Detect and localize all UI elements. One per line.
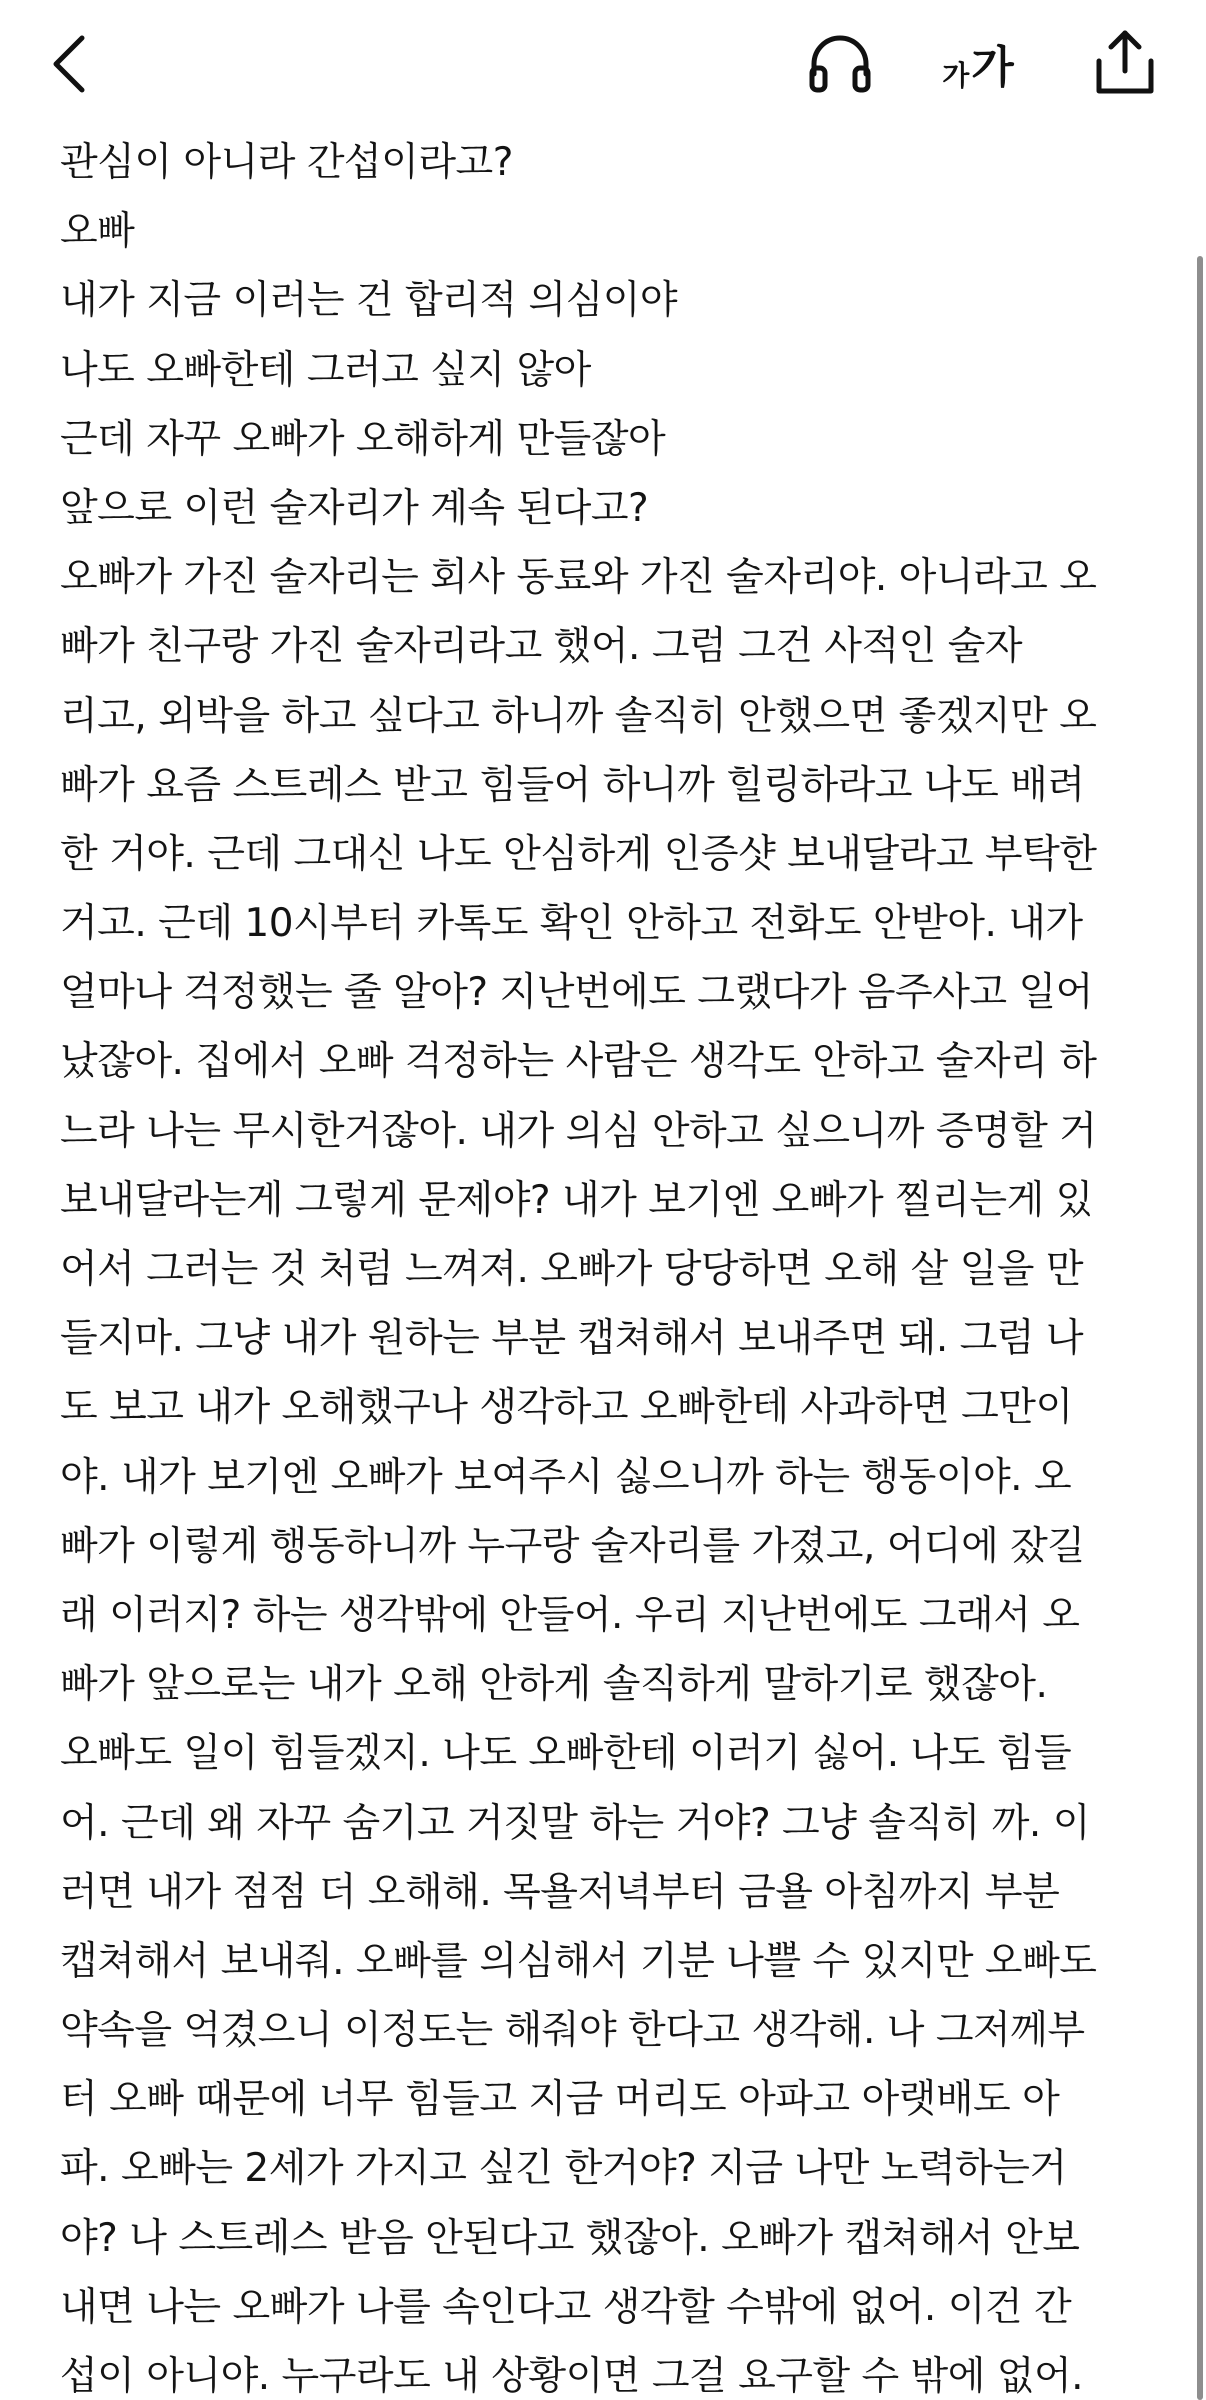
text-line: 내가 지금 이러는 건 합리적 의심이야 bbox=[60, 278, 678, 324]
text-line: 났잖아. 집에서 오빠 걱정하는 사람은 생각도 안하고 술자리 하 bbox=[60, 1039, 1097, 1085]
text-line: 빠가 앞으로는 내가 오해 안하게 솔직하게 말하기로 했잖아. bbox=[60, 1662, 1048, 1708]
font-size-button[interactable] bbox=[928, 28, 1028, 108]
text-line: 한 거야. 근데 그대신 나도 안심하게 인증샷 보내달라고 부탁한 bbox=[60, 831, 1097, 877]
text-line: 터 오빠 때문에 너무 힘들고 지금 머리도 아파고 아랫배도 아 bbox=[60, 2077, 1060, 2123]
font-size-small-glyph: 가 bbox=[942, 59, 970, 92]
text-line: 러면 내가 점점 더 오해해. 목욜저녁부터 금욜 아침까지 부분 bbox=[60, 1869, 1060, 1915]
headphones-icon bbox=[808, 34, 872, 94]
text-line: 오빠 bbox=[60, 209, 135, 255]
text-line: 리고, 외박을 하고 싶다고 하니까 솔직히 안했으면 좋겠지만 오 bbox=[60, 693, 1097, 739]
text-line: 근데 자꾸 오빠가 오해하게 만들잖아 bbox=[60, 416, 666, 462]
text-line: 오빠도 일이 힘들겠지. 나도 오빠한테 이러기 싫어. 나도 힘들 bbox=[60, 1731, 1072, 1777]
font-size-icon bbox=[942, 42, 1014, 93]
text-line: 들지마. 그냥 내가 원하는 부분 캡쳐해서 보내주면 돼. 그럼 나 bbox=[60, 1316, 1084, 1362]
text-line: 앞으로 이런 술자리가 계속 된다고? bbox=[60, 485, 649, 531]
text-line: 도 보고 내가 오해했구나 생각하고 오빠한테 사과하면 그만이 bbox=[60, 1385, 1073, 1431]
text-line: 래 이러지? 하는 생각밖에 안들어. 우리 지난번에도 그래서 오 bbox=[60, 1592, 1080, 1638]
scrollbar-thumb[interactable] bbox=[1197, 256, 1203, 2400]
text-line: 야? 나 스트레스 받음 안된다고 했잖아. 오빠가 캡쳐해서 안보 bbox=[60, 2215, 1080, 2261]
message-text bbox=[60, 128, 1150, 2400]
text-line: 빠가 이렇게 행동하니까 누구랑 술자리를 가졌고, 어디에 잤길 bbox=[60, 1523, 1085, 1569]
font-size-large-glyph: 가 bbox=[971, 42, 1014, 93]
text-line: 관심이 아니라 간섭이라고? bbox=[60, 140, 513, 185]
text-line: 파. 오빠는 2세가 가지고 싶긴 한거야? 지금 나만 노력하는거 bbox=[60, 2146, 1067, 2192]
text-line: 섭이 아니야. 누구라도 내 상황이면 그걸 요구할 수 밖에 없어. bbox=[60, 2354, 1084, 2399]
share-upload-icon bbox=[1093, 29, 1157, 95]
text-line: 느라 나는 무시한거잖아. 내가 의심 안하고 싶으니까 증명할 거 bbox=[60, 1108, 1097, 1154]
text-line: 얼마나 걱정했는 줄 알아? 지난번에도 그랬다가 음주사고 일어 bbox=[60, 970, 1093, 1016]
back-button[interactable] bbox=[30, 24, 110, 104]
text-line: 나도 오빠한테 그러고 싶지 않아 bbox=[60, 347, 591, 393]
text-line: 거고. 근데 10시부터 카톡도 확인 안하고 전화도 안받아. 내가 bbox=[60, 901, 1083, 947]
text-line: 캡쳐해서 보내줘. 오빠를 의심해서 기분 나쁠 수 있지만 오빠도 bbox=[60, 1938, 1097, 1984]
listen-button[interactable] bbox=[800, 24, 880, 104]
text-line: 오빠가 가진 술자리는 회사 동료와 가진 술자리야. 아니라고 오 bbox=[60, 555, 1097, 601]
chevron-left-icon bbox=[50, 34, 90, 94]
scrollbar[interactable] bbox=[1194, 256, 1206, 2400]
text-line: 빠가 친구랑 가진 술자리라고 했어. 그럼 그건 사적인 술자 bbox=[60, 624, 1023, 670]
share-button[interactable] bbox=[1085, 22, 1165, 102]
text-line: 보내달라는게 그렇게 문제야? 내가 보기엔 오빠가 찔리는게 있 bbox=[60, 1177, 1093, 1223]
text-line: 약속을 억겼으니 이정도는 해줘야 한다고 생각해. 나 그저께부 bbox=[60, 2008, 1085, 2054]
text-line: 어. 근데 왜 자꾸 숨기고 거짓말 하는 거야? 그냥 솔직히 까. 이 bbox=[60, 1800, 1090, 1846]
text-line: 야. 내가 보기엔 오빠가 보여주시 싫으니까 하는 행동이야. 오 bbox=[60, 1454, 1072, 1500]
top-toolbar bbox=[0, 0, 1206, 128]
text-line: 빠가 요즘 스트레스 받고 힘들어 하니까 힐링하라고 나도 배려 bbox=[60, 762, 1085, 808]
text-line: 어서 그러는 것 처럼 느껴져. 오빠가 당당하면 오해 살 일을 만 bbox=[60, 1247, 1084, 1292]
text-line: 내면 나는 오빠가 나를 속인다고 생각할 수밖에 없어. 이건 간 bbox=[60, 2284, 1072, 2330]
